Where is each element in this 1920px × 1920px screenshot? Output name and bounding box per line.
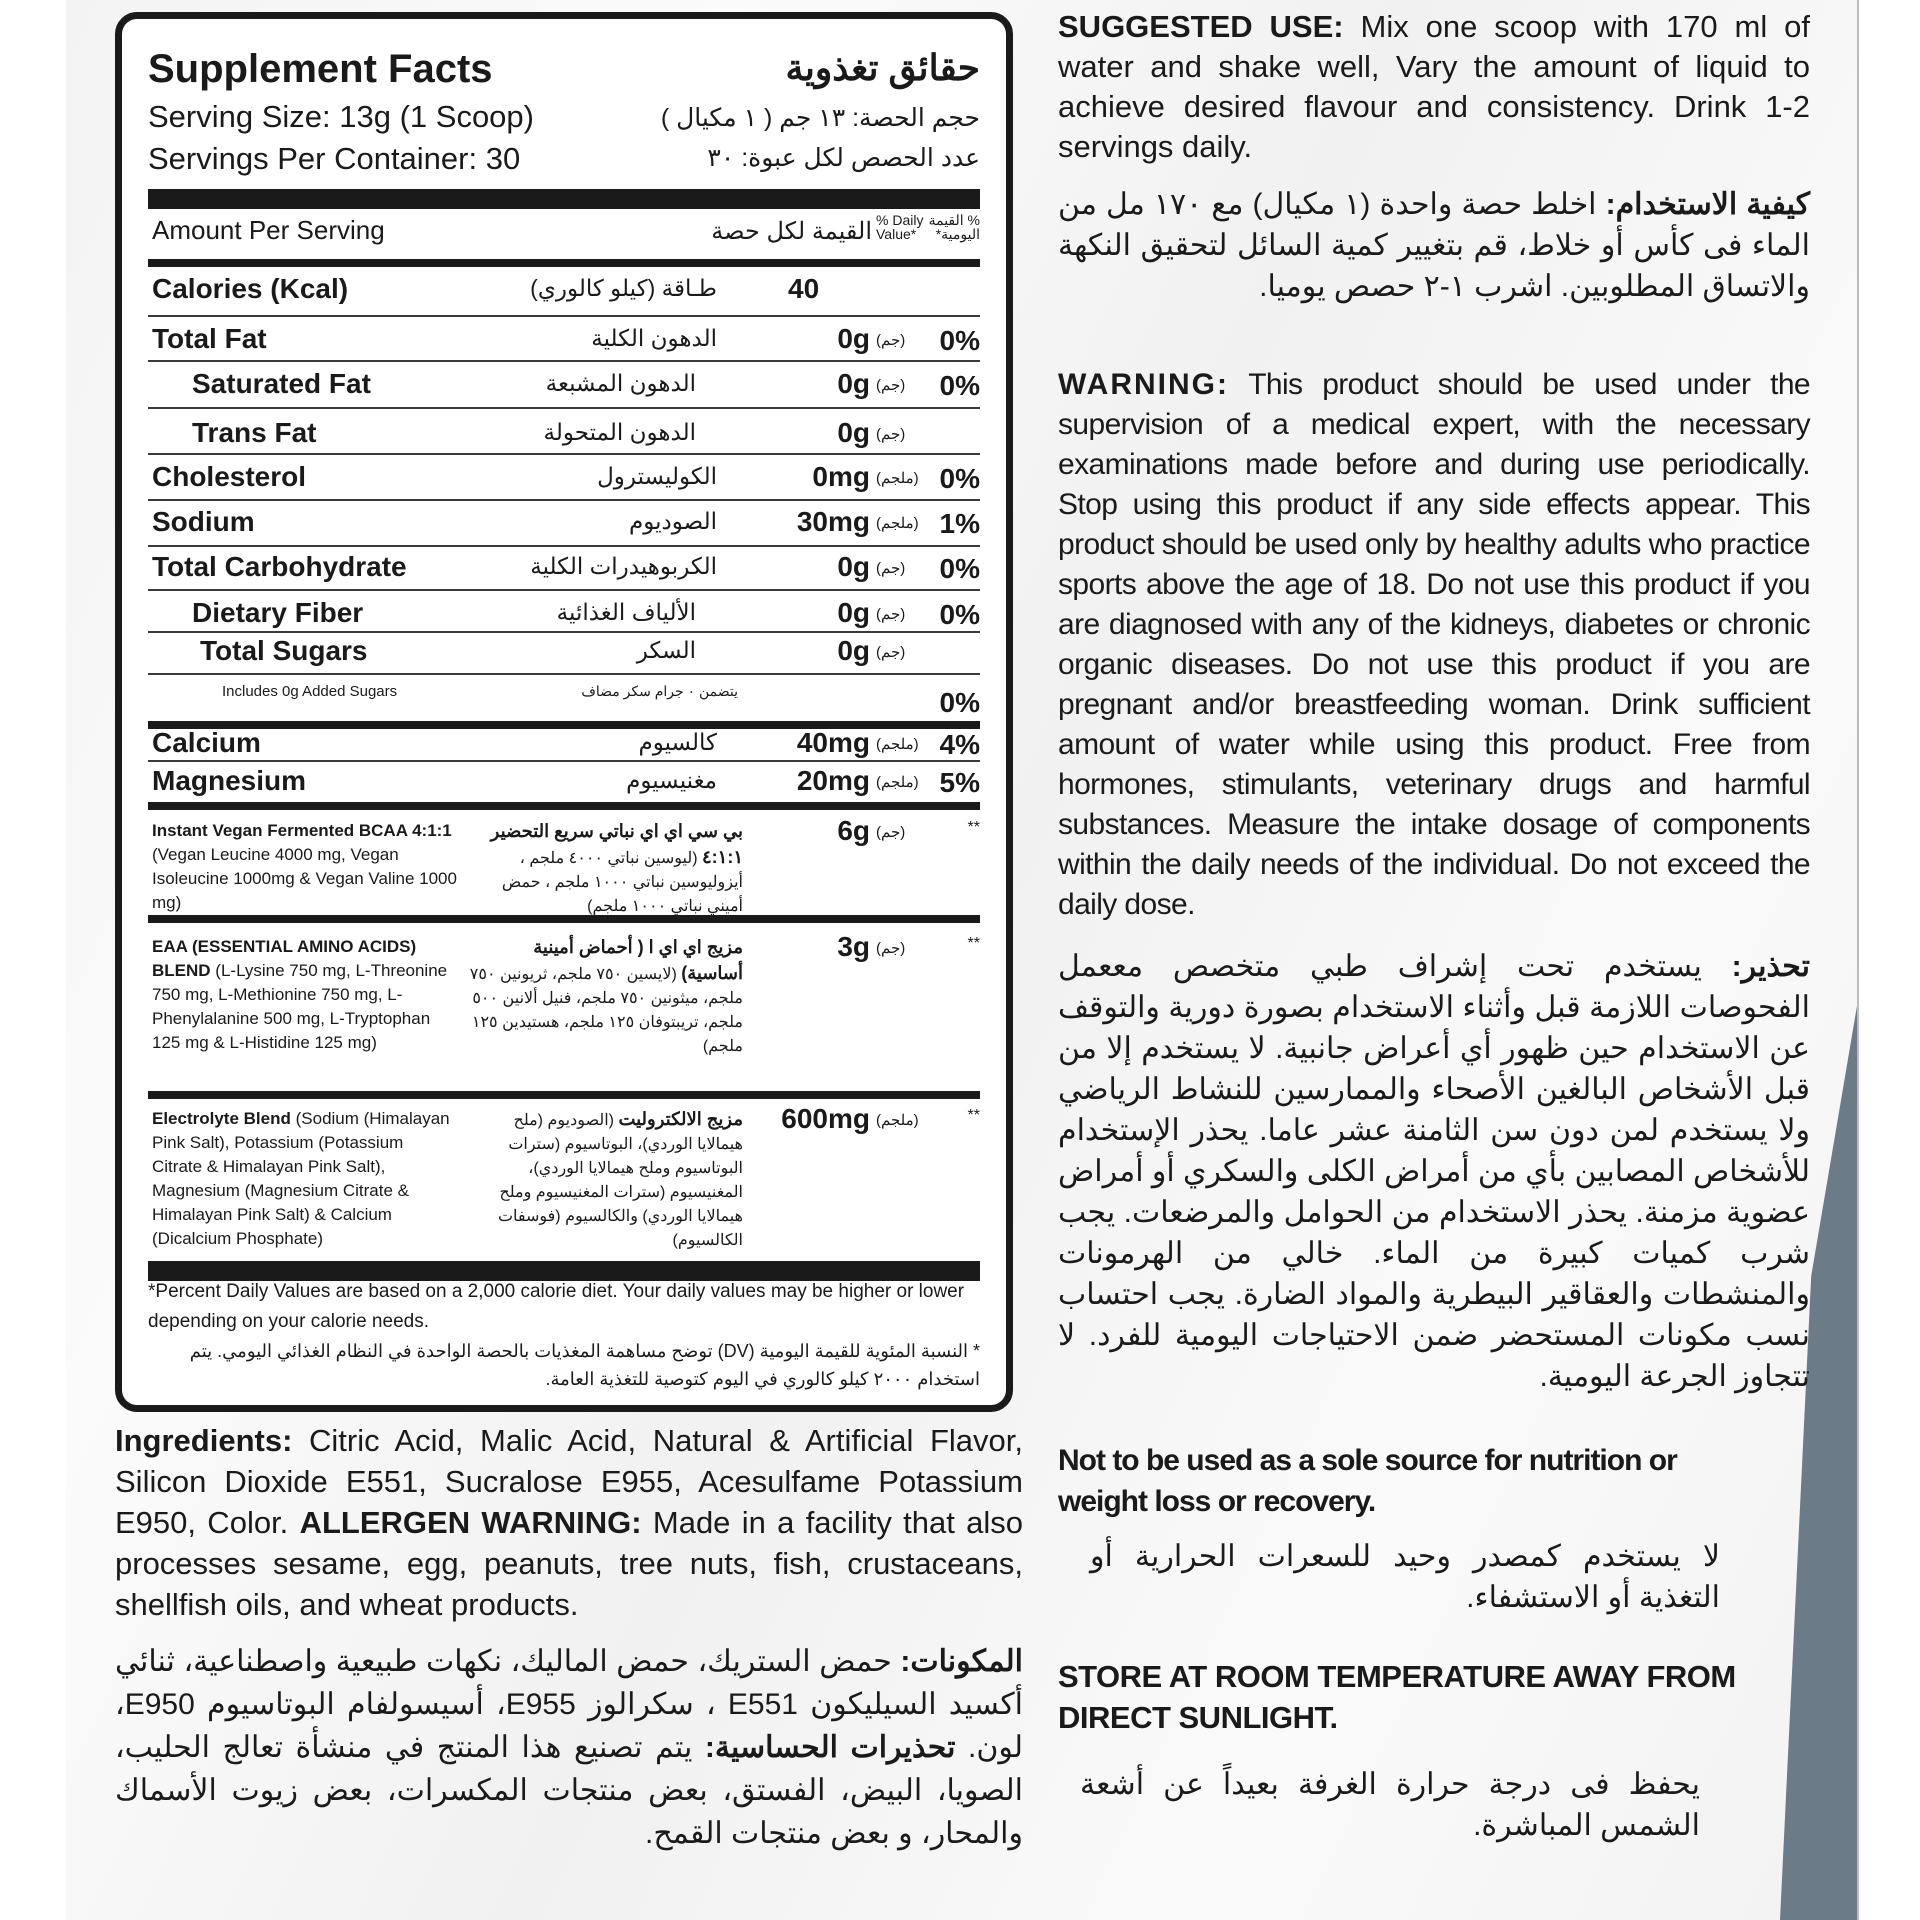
blend-detail-ar: (لايسين ٧٥٠ ملجم، ثريونين ٧٥٠ ملجم، ميثونين ٧٥٠ ملجم، فنيل ألانين ٥٠٠ ملجم، تريبتوفان ١٢٥ ملجم، هستيدين ١٢٥ ملجم) (469, 966, 743, 1055)
blend-title-ar: مزيج اي اي ا ( أحماض أمينية أساسية) (533, 937, 743, 983)
suggested-use-section-ar (1058, 184, 1810, 307)
blend-title: Electrolyte Blend (152, 1109, 291, 1128)
allergen-label: ALLERGEN WARNING: (299, 1505, 642, 1540)
nutrient-unit-ar: (جم) (876, 644, 906, 661)
nutrient-dv: 0% (939, 599, 980, 630)
nutrient-name: Calories (Kcal) (152, 273, 349, 304)
blend-amount: 600mg (781, 1103, 870, 1134)
allergen-text: Made in a facility that also processes sesame, egg, peanuts, tree nuts, fish, crustaceans, shellfish oils, and wheat products. (115, 1505, 1023, 1622)
warning-text: This product should be used under the supervision of a medical expert, with the necessary examinations made before and during use periodically. Stop using this product if any side effects appear. This product should be used only by healthy adults who practice sports above the age of 18. Do not use this product if you are diagnosed with any of the kidneys, diabetes or chronic organic diseases. Do not use this product if you are pregnant and/or breastfeeding woman. Drink sufficient amount of water while using this product. Free from hormones, stimulants, veterinary drugs and harmful substances. Measure the intake dosage of components within the daily needs of the individual. Do not exceed the daily dose. (1058, 368, 1810, 921)
warning-label-ar: تحذير: (1731, 950, 1810, 983)
blend-name (152, 819, 457, 915)
supplement-facts-panel (115, 12, 1013, 1412)
amount-per-serving-ar: القيمة لكل حصة (711, 218, 872, 245)
nutrient-name: Saturated Fat (192, 368, 371, 399)
warning-section (1058, 365, 1810, 925)
nutrient-unit-ar: (ملجم) (876, 470, 919, 487)
blend-name-ar (468, 935, 743, 1059)
ingredients-text-ar: حمض الستريك، حمض الماليك، نكهات طبيعية واصطناعية، ثنائي أكسيد السيليكون E551 ، سكرالوز E955، أسيسولفام البوتاسيوم E950، لون. (115, 1645, 1023, 1764)
warning-text-ar: يستخدم تحت إشراف طبي متخصص مععمل الفحوصات اللازمة قبل وأثناء الاستخدام بصورة دورية والتوقف عن الاستخدام حين ظهور أي أعراض جانبية. لا يستخدم إلا من قبل الأشخاص البالغين الأصحاء والممارسين للنشاط الرياضي ولا يستخدم لمن دون سن الثامنة عشر عاما. يحذر الإستخدام للأشخاص المصابين بأي من أمراض الكلى والسكري أو أمراض عضوية مزمنة. يحذر الاستخدام من الحوامل والمرضعات. يجب شرب كميات كبيرة من الماء. خالي من الهرمونات والمنشطات والعقاقير البيطرية والمواد الضارة. يجب احتساب نسب مكونات المستحضر ضمن الاحتياجات اليومية للفرد. لا تتجاوز الجرعة اليومية. (1058, 950, 1810, 1393)
nutrient-row-calories (148, 269, 980, 309)
footnote: *Percent Daily Values are based on a 2,000 calorie diet. Your daily values may be higher or lower depending on your calorie needs. (148, 1281, 965, 1332)
row-divider (148, 453, 980, 455)
nutrient-amount: 0g (837, 551, 870, 582)
mineral-name-ar: مغنيسيوم (626, 767, 717, 793)
blend-dv-marker: ** (967, 1107, 980, 1124)
ingredients-section-ar (115, 1640, 1023, 1855)
nutrient-name: Trans Fat (192, 417, 317, 448)
daily-value-header: % Daily Value* (876, 212, 924, 242)
divider-medium (148, 915, 980, 923)
mineral-unit-ar: (ملجم) (876, 774, 919, 791)
mineral-name: Calcium (152, 727, 261, 758)
storage-notice-ar: يحفظ فى درجة حرارة الغرفة بعيداً عن أشعة الشمس المباشرة. (1080, 1768, 1700, 1842)
nutrient-dv: 0% (939, 370, 980, 401)
nutrient-name-ar: الدهون المشبعة (545, 370, 696, 396)
nutrient-row-total-sugars (148, 631, 980, 671)
serving-size-ar: حجم الحصة: ١٣ جم ( ١ مكيال ) (660, 104, 980, 132)
nutrient-amount: 0g (837, 635, 870, 666)
servings-per-container: Servings Per Container: 30 (148, 141, 521, 176)
nutrient-name-ar: الألياف الغذائية (556, 599, 696, 625)
warning-label: WARNING: (1058, 368, 1229, 401)
nutrient-name: Dietary Fiber (192, 597, 364, 628)
blend-name (152, 1107, 457, 1251)
nutrient-amount: 0g (837, 323, 870, 354)
divider-medium (148, 802, 980, 810)
nutrient-dv: 0% (939, 325, 980, 356)
nutrient-name-ar: الدهون المتحولة (543, 419, 696, 445)
mineral-unit-ar: (ملجم) (876, 736, 919, 753)
blend-dv-marker: ** (967, 935, 980, 952)
blend-name-ar (468, 819, 743, 919)
amount-per-serving: Amount Per Serving (152, 215, 385, 245)
mineral-dv: 5% (939, 767, 980, 798)
nutrient-row-added-sugars (148, 683, 980, 723)
blend-unit-ar: (جم) (876, 940, 906, 957)
nutrient-dv: 0% (939, 463, 980, 494)
serving-size: Serving Size: 13g (1 Scoop) (148, 99, 534, 134)
nutrient-amount: 0g (837, 368, 870, 399)
blend-title-ar: بي سي اي اي نباتي سريع التحضير ٤:١:١ (490, 821, 743, 867)
blend-name (152, 935, 457, 1055)
row-divider (148, 315, 980, 317)
divider-medium (148, 1091, 980, 1099)
nutrient-dv: 1% (939, 508, 980, 539)
mineral-row-calcium (148, 723, 980, 763)
blend-detail-ar: (ليوسين نباتي ٤٠٠٠ ملجم ، أيزوليوسين نباتي ١٠٠٠ ملجم ، حمض أميني نباتي ١٠٠٠ ملجم) (501, 850, 743, 915)
suggested-use-text-ar: اخلط حصة واحدة (١ مكيال) مع ١٧٠ مل من الماء فى كأس أو خلاط، قم بتغيير كمية السائل لتحقيق النكهة والاتساق المطلوبين. اشرب ١-٢ حصص يوميا. (1058, 188, 1810, 303)
nutrient-name-ar: الدهون الكلية (591, 325, 717, 351)
mineral-amount: 40mg (796, 727, 870, 758)
blend-amount: 6g (837, 815, 870, 846)
nutrient-amount: 0g (837, 597, 870, 628)
mineral-dv: 4% (939, 729, 980, 760)
nutrient-name-ar: طـاقة (كيلو كالوري) (530, 275, 717, 301)
suggested-use-section (1058, 7, 1810, 167)
mineral-name: Magnesium (152, 765, 307, 796)
nutrient-dv: 0% (939, 553, 980, 584)
mineral-amount: 20mg (796, 765, 870, 796)
nutrient-name: Cholesterol (152, 461, 307, 492)
label-edge (1857, 0, 1859, 1920)
blend-unit-ar: (ملجم) (876, 1112, 919, 1129)
blend-name-ar (468, 1107, 743, 1253)
divider-thick (148, 189, 980, 209)
facts-title-ar: حقائق تغذوية (785, 47, 980, 88)
nutrient-amount: 0g (837, 417, 870, 448)
mineral-name-ar: كالسيوم (638, 729, 717, 755)
nutrient-row-cholesterol (148, 457, 980, 497)
nutrient-name-ar: الكربوهيدرات الكلية (530, 553, 717, 579)
nutrient-row-trans-fat (148, 413, 980, 453)
nutrient-unit-ar: (ملجم) (876, 515, 919, 532)
suggested-use-text: Mix one scoop with 170 ml of water and shake well, Vary the amount of liquid to achieve desired flavour and consistency. Drink 1-2 servings daily. (1058, 9, 1810, 164)
divider-medium (148, 259, 980, 267)
blend-detail: (Sodium (Himalayan Pink Salt), Potassium (Potassium Citrate & Himalayan Pink Salt), Magnesium (Magnesium Citrate & Himalayan Pink Salt) & Calcium (Dicalcium Phosphate) (152, 1109, 450, 1248)
blend-dv-marker: ** (967, 819, 980, 836)
nutrient-name: Sodium (152, 506, 255, 537)
nutrient-unit-ar: (جم) (876, 377, 906, 394)
suggested-use-label: SUGGESTED USE: (1058, 9, 1344, 44)
mineral-row-magnesium (148, 761, 980, 801)
nutrient-row-saturated-fat (148, 364, 980, 404)
blend-detail: (L-Lysine 750 mg, L-Threonine 750 mg, L-Methionine 750 mg, L-Phenylalanine 500 mg, L-Tryptophan 125 mg & L-Histidine 125 mg) (152, 961, 448, 1052)
added-sugars-dv: 0% (939, 687, 980, 718)
blend-amount: 3g (837, 931, 870, 962)
nutrient-row-total-carbohydrate (148, 547, 980, 587)
nutrient-unit-ar: (جم) (876, 332, 906, 349)
row-divider (148, 673, 980, 675)
suggested-use-label-ar: كيفية الاستخدام: (1605, 188, 1810, 221)
storage-notice: STORE AT ROOM TEMPERATURE AWAY FROM DIRECT SUNLIGHT. (1058, 1659, 1736, 1735)
blend-unit-ar: (جم) (876, 824, 906, 841)
added-sugars-label: Includes 0g Added Sugars (222, 683, 398, 700)
nutrient-unit-ar: (جم) (876, 560, 906, 577)
blend-detail-ar: (الصوديوم (ملح هيمالايا الوردي)، البوتاسيوم (سترات البوتاسيوم وملح هيمالايا الوردي)، المغنيسيوم (سترات المغنيسيوم وملح هيمالايا الوردي) والكالسيوم (فوسفات الكالسيوم) (497, 1112, 743, 1249)
nutrient-amount: 0mg (812, 461, 870, 492)
nutrient-amount: 40 (788, 273, 820, 304)
blend-title: Instant Vegan Fermented BCAA 4:1:1 (152, 821, 452, 840)
ingredients-label: Ingredients: (115, 1423, 293, 1458)
nutrient-name: Total Sugars (200, 635, 368, 666)
ingredients-section (115, 1420, 1023, 1625)
sole-source-notice-ar: لا يستخدم كمصدر وحيد للسعرات الحرارية أو التغذية أو الاستشفاء. (1090, 1540, 1720, 1614)
allergen-label-ar: تحذيرات الحساسية: (704, 1731, 956, 1764)
row-divider (148, 407, 980, 409)
ingredients-label-ar: المكونات: (900, 1645, 1024, 1678)
added-sugars-label-ar: يتضمن ٠ جرام سكر مضاف (581, 683, 738, 699)
nutrient-name: Total Carbohydrate (152, 551, 407, 582)
nutrient-name-ar: الصوديوم (629, 508, 717, 534)
daily-value-header-ar: % القيمة اليومية* (928, 212, 980, 242)
row-divider (148, 499, 980, 501)
blend-title-ar: مزيج الالكتروليت (618, 1109, 743, 1129)
sole-source-notice: Not to be used as a sole source for nutrition or weight loss or recovery. (1058, 1444, 1677, 1518)
nutrient-row-total-fat (148, 319, 980, 359)
footnote-ar: * النسبة المئوية للقيمة اليومية (DV) توضح مساهمة المغذيات بالحصة الواحدة في النظام الغذائي اليومي. يتم استخدام ٢٠٠٠ كيلو كالوري في اليوم كتوصية للتغذية العامة. (189, 1341, 980, 1389)
nutrient-unit-ar: (جم) (876, 606, 906, 623)
nutrient-name-ar: الكوليسترول (597, 463, 717, 489)
nutrient-unit-ar: (جم) (876, 426, 906, 443)
warning-section-ar (1058, 946, 1810, 1397)
row-divider (148, 360, 980, 362)
nutrient-row-sodium (148, 502, 980, 542)
nutrient-name: Total Fat (152, 323, 267, 354)
blend-title: EAA (ESSENTIAL AMINO ACIDS) BLEND (152, 937, 417, 980)
nutrient-row-dietary-fiber (148, 593, 980, 633)
servings-per-container-ar: عدد الحصص لكل عبوة: ٣٠ (707, 144, 980, 172)
ingredients-text: Citric Acid, Malic Acid, Natural & Artificial Flavor, Silicon Dioxide E551, Sucralose E955, Acesulfame Potassium E950, Color. (115, 1423, 1023, 1540)
row-divider (148, 589, 980, 591)
allergen-text-ar: يتم تصنيع هذا المنتج في منشأة تعالج الحليب، الصويا، البيض، الفستق، بعض منتجات المكسرات، بعض زيوت الأسماك والمحار، و بعض منتجات القمح. (115, 1731, 1023, 1850)
nutrient-amount: 30mg (796, 506, 870, 537)
facts-title: Supplement Facts (148, 47, 493, 91)
blend-detail: (Vegan Leucine 4000 mg, Vegan Isoleucine 1000mg & Vegan Valine 1000 mg) (152, 845, 457, 912)
nutrient-name-ar: السكر (636, 637, 696, 663)
